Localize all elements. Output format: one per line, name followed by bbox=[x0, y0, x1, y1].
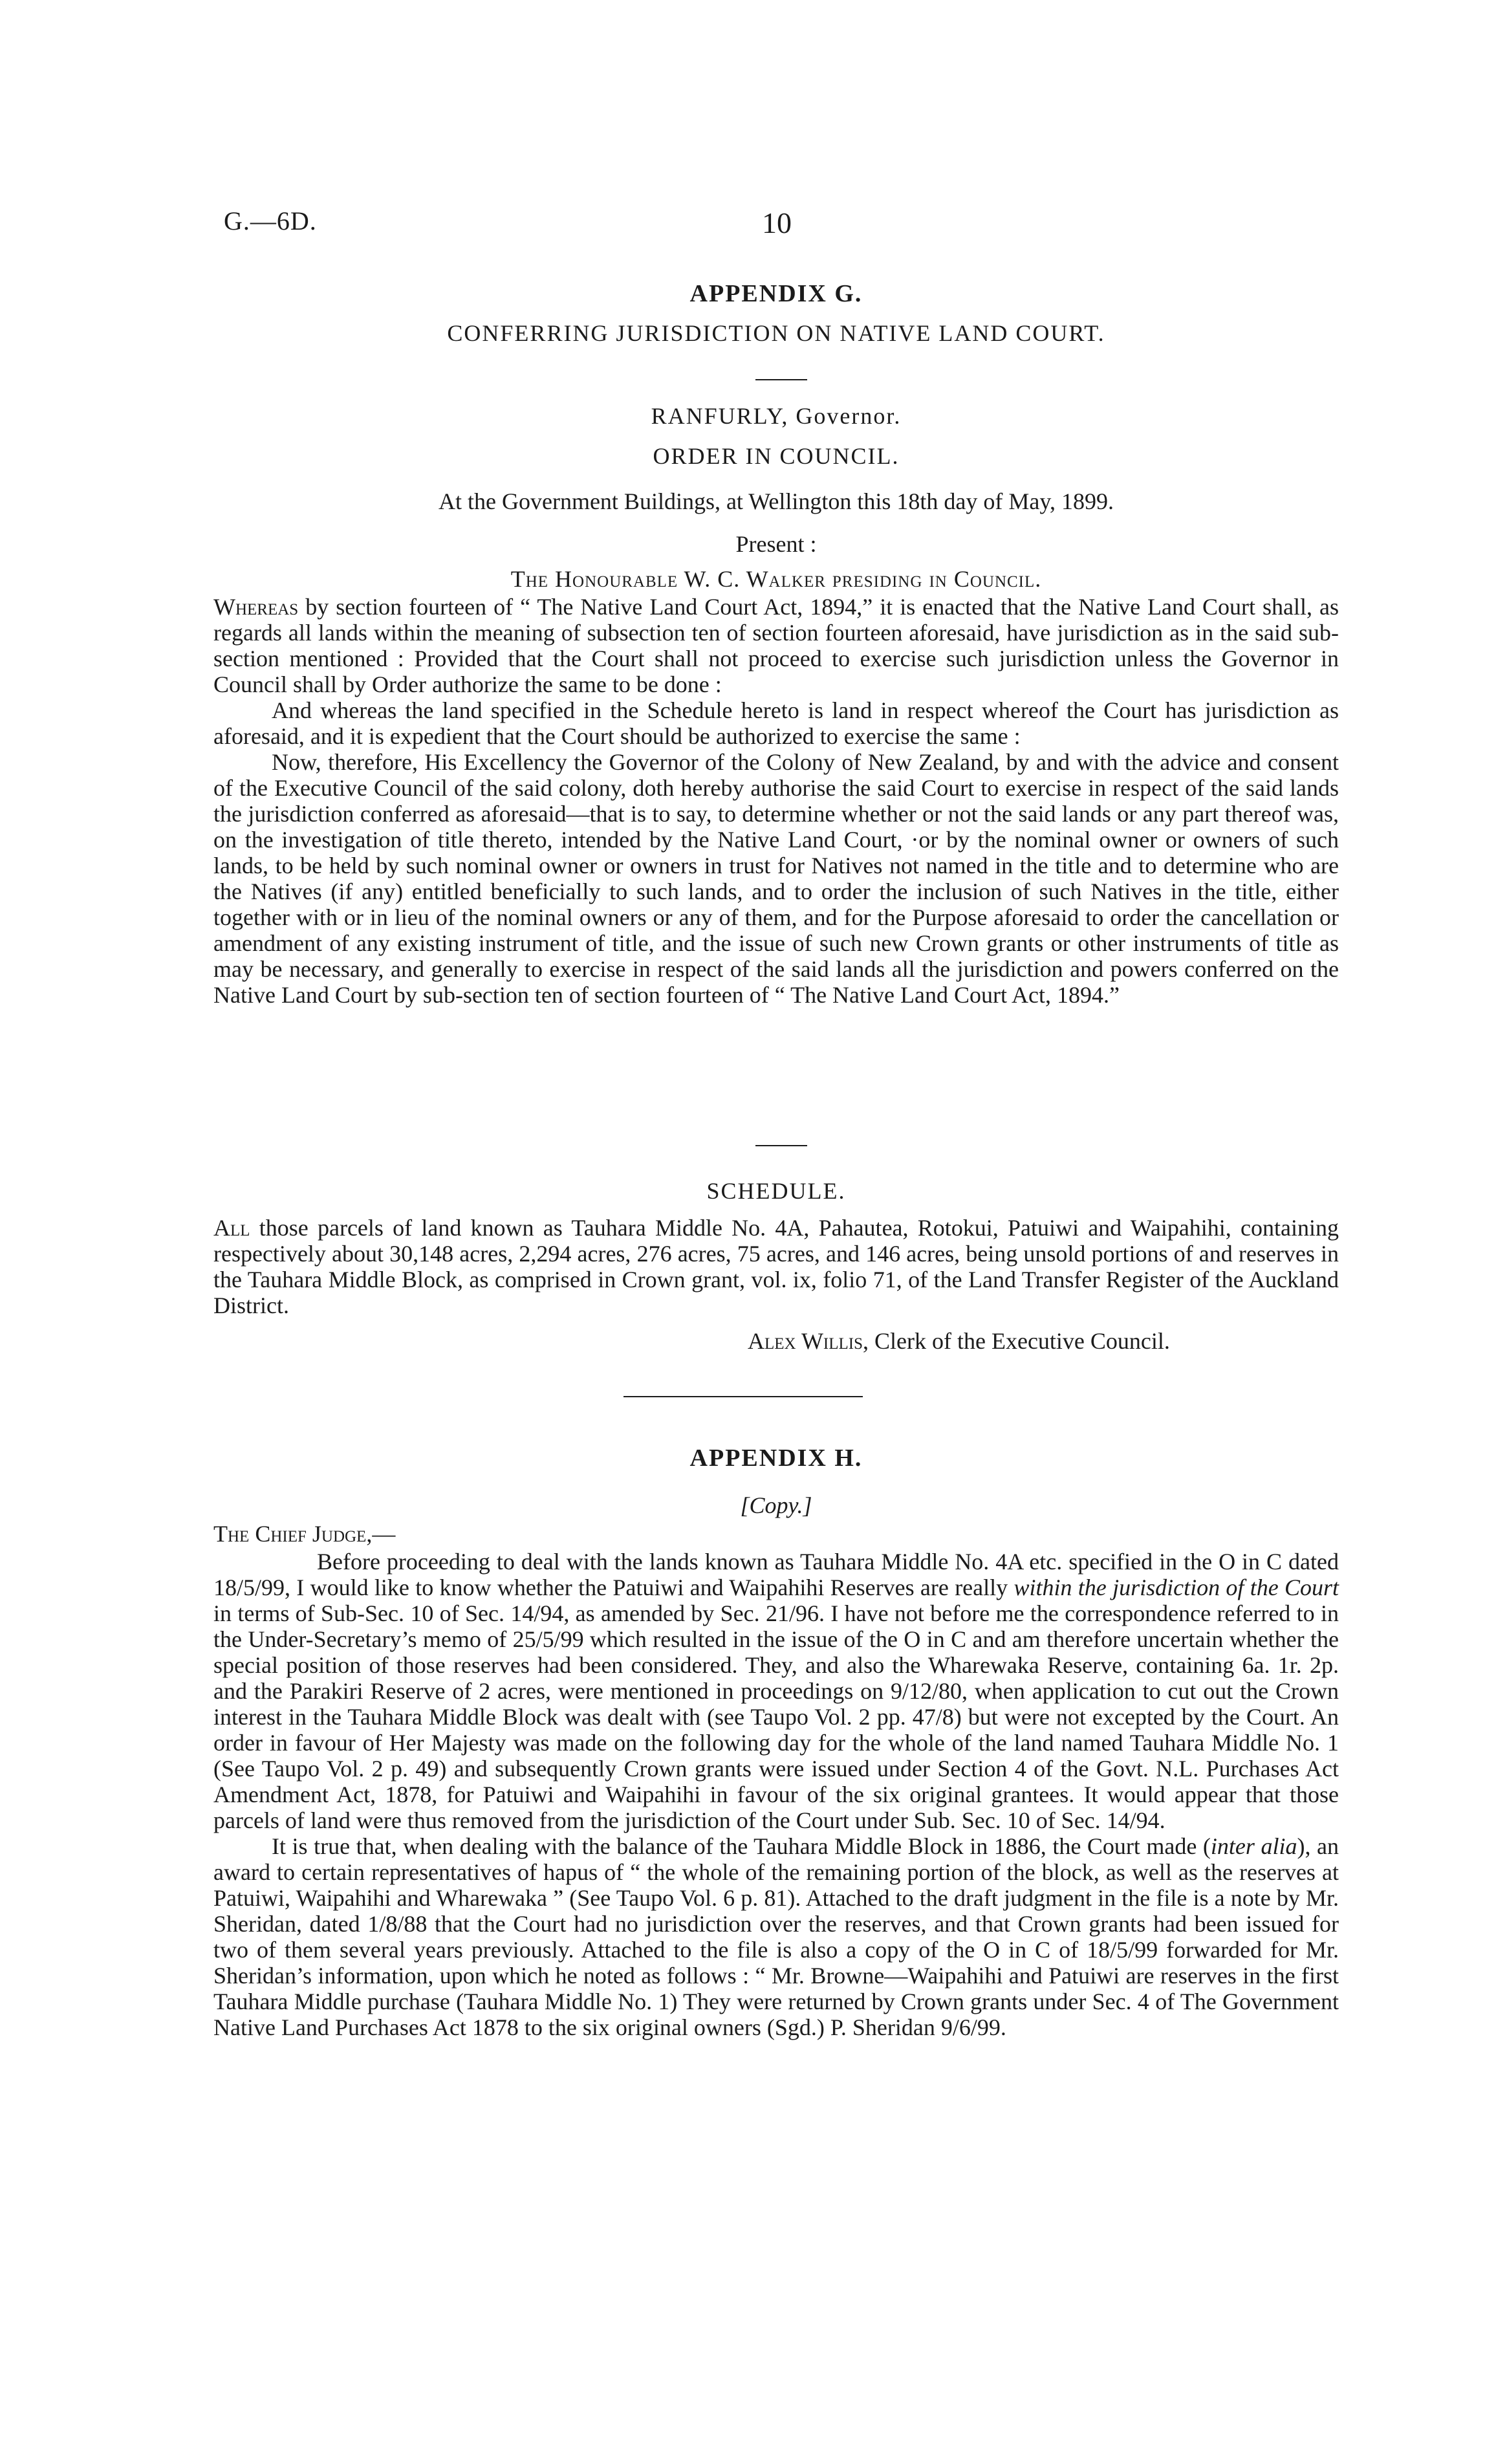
page-number: 10 bbox=[762, 206, 792, 239]
order-paragraph-3: Now, therefore, His Excellency the Governor of the Colony of New Zealand, by and with the advice and consent of the Executive Council of the said colony, doth hereby authorise the said Court to exercise in respect of the said lands the jurisdiction conferred as aforesaid—that is to say, to determine whether or not the said lands or any part thereof was, on the investigation of title thereto, intended by the Native Land Court, ·or by the nominal owner or owners of such lands, to be held by such nominal owner or owners in trust for Natives not named in the title and to determine who are the Natives (if any) entitled beneficially to such lands, and to order the inclusion of such Natives in the title, either together with or in lieu of the nominal owners or any of them, and for the Purpose aforesaid to order the cancellation or amendment of any existing instrument of title, and the issue of such new Crown grants or other instruments of title as may be necessary, and generally to exercise in respect of the said lands all the jurisdiction and powers conferred on the Native Land Court by sub-section ten of section fourteen of “ The Native Land Court Act, 1894.” bbox=[213, 749, 1339, 1008]
page-reference: G.—6D. bbox=[224, 206, 317, 235]
schedule-paragraph: All those parcels of land known as Tauhara Middle No. 4A, Pahautea, Rotokui, Patuiwi and Waipahihi, containing respectively about 30,148 acres, 2,294 acres, 276 acres, 75 acres, and 146 acres, being unsold portions of and reserves in the Tauhara Middle Block, as comprised in Crown grant, vol. ix, folio 71, of the Land Transfer Register of the Auckland District. bbox=[213, 1215, 1339, 1318]
order-paragraph-1: Whereas by section fourteen of “ The Native Land Court Act, 1894,” it is enacted that the Native Land Court shall, as regards all lands within the meaning of subsection ten of section fourteen aforesaid, have jurisdiction as in the said sub-section mentioned : Provided that the Court shall not proceed to exercise such jurisdiction unless the Governor in Council shall by Order authorize the same to be done : bbox=[213, 594, 1339, 697]
governor-line: RANFURLY, Governor. bbox=[651, 403, 902, 429]
presiding-line: The Honourable W. C. Walker presiding in Council. bbox=[510, 566, 1042, 592]
appendix-h-heading: APPENDIX H. bbox=[689, 1445, 863, 1472]
order-paragraph-2: And whereas the land specified in the Schedule hereto is land in respect whereof the Court has jurisdiction as aforesaid, and it is expedient that the Court should be authorized to exercise the same : bbox=[213, 697, 1339, 749]
section-divider bbox=[623, 1396, 863, 1397]
memo-body bbox=[213, 1549, 1339, 2040]
clerk-signature: Alex Willis, Clerk of the Executive Council. bbox=[748, 1328, 1170, 1354]
copy-note: [Copy.] bbox=[740, 1492, 812, 1518]
schedule-heading: SCHEDULE. bbox=[706, 1178, 846, 1204]
appendix-g-heading: APPENDIX G. bbox=[689, 280, 863, 307]
appendix-g-subtitle: CONFERRING JURISDICTION ON NATIVE LAND COURT. bbox=[447, 320, 1105, 346]
order-body bbox=[213, 594, 1339, 1008]
memo-paragraph-2: It is true that, when dealing with the balance of the Tauhara Middle Block in 1886, the Court made (inter alia), an award to certain representatives of hapus of “ the whole of the remaining portion of the block, as well as the reserves at Patuiwi, Waipahihi and Wharewaka ” (See Taupo Vol. 6 p. 81). Attached to the draft judgment in the file is a note by Mr. Sheridan, dated 1/8/88 that the Court had no jurisdiction over the reserves, and that Crown grants had been issued for two of them several years previously. Attached to the file is also a copy of the O in C of 18/5/99 forwarded for Mr. Sheridan’s information, upon which he noted as follows : “ Mr. Browne—Waipahihi and Patuiwi are reserves in the first Tauhara Middle purchase (Tauhara Middle No. 1) They were returned by Crown grants under Sec. 4 of The Government Native Land Purchases Act 1878 to the six original owners (Sgd.) P. Sheridan 9/6/99. bbox=[213, 1833, 1339, 2040]
order-title: ORDER IN COUNCIL. bbox=[653, 443, 900, 469]
place-date-line: At the Government Buildings, at Wellington this 18th day of May, 1899. bbox=[439, 488, 1114, 514]
salutation: The Chief Judge,— bbox=[213, 1521, 396, 1547]
short-divider bbox=[755, 379, 807, 380]
present-line: Present : bbox=[735, 531, 817, 557]
short-divider bbox=[755, 1145, 807, 1146]
memo-paragraph-1: Before proceeding to deal with the lands known as Tauhara Middle No. 4A etc. specified in the O in C dated 18/5/99, I would like to know whether the Patuiwi and Waipahihi Reserves are really within the jurisdiction of the Court in terms of Sub-Sec. 10 of Sec. 14/94, as amended by Sec. 21/96. I have not before me the correspondence referred to in the Under-Secretary’s memo of 25/5/99 which resulted in the issue of the O in C and am therefore uncertain whether the special position of those reserves had been considered. They, and also the Wharewaka Reserve, containing 6a. 1r. 2p. and the Parakiri Reserve of 2 acres, were mentioned in proceedings on 9/12/80, when application to cut out the Crown interest in the Tauhara Middle Block was dealt with (see Taupo Vol. 2 pp. 47/8) but were not excepted by the Court. An order in favour of Her Majesty was made on the following day for the whole of the land named Tauhara Middle No. 1 (See Taupo Vol. 2 p. 49) and subsequently Crown grants were issued under Section 4 of the Govt. N.L. Purchases Act Amendment Act, 1878, for Patuiwi and Waipahihi in favour of the six original grantees. It would appear that those parcels of land were thus removed from the jurisdiction of the Court under Sub. Sec. 10 of Sec. 14/94. bbox=[213, 1549, 1339, 1833]
schedule-body bbox=[213, 1215, 1339, 1318]
